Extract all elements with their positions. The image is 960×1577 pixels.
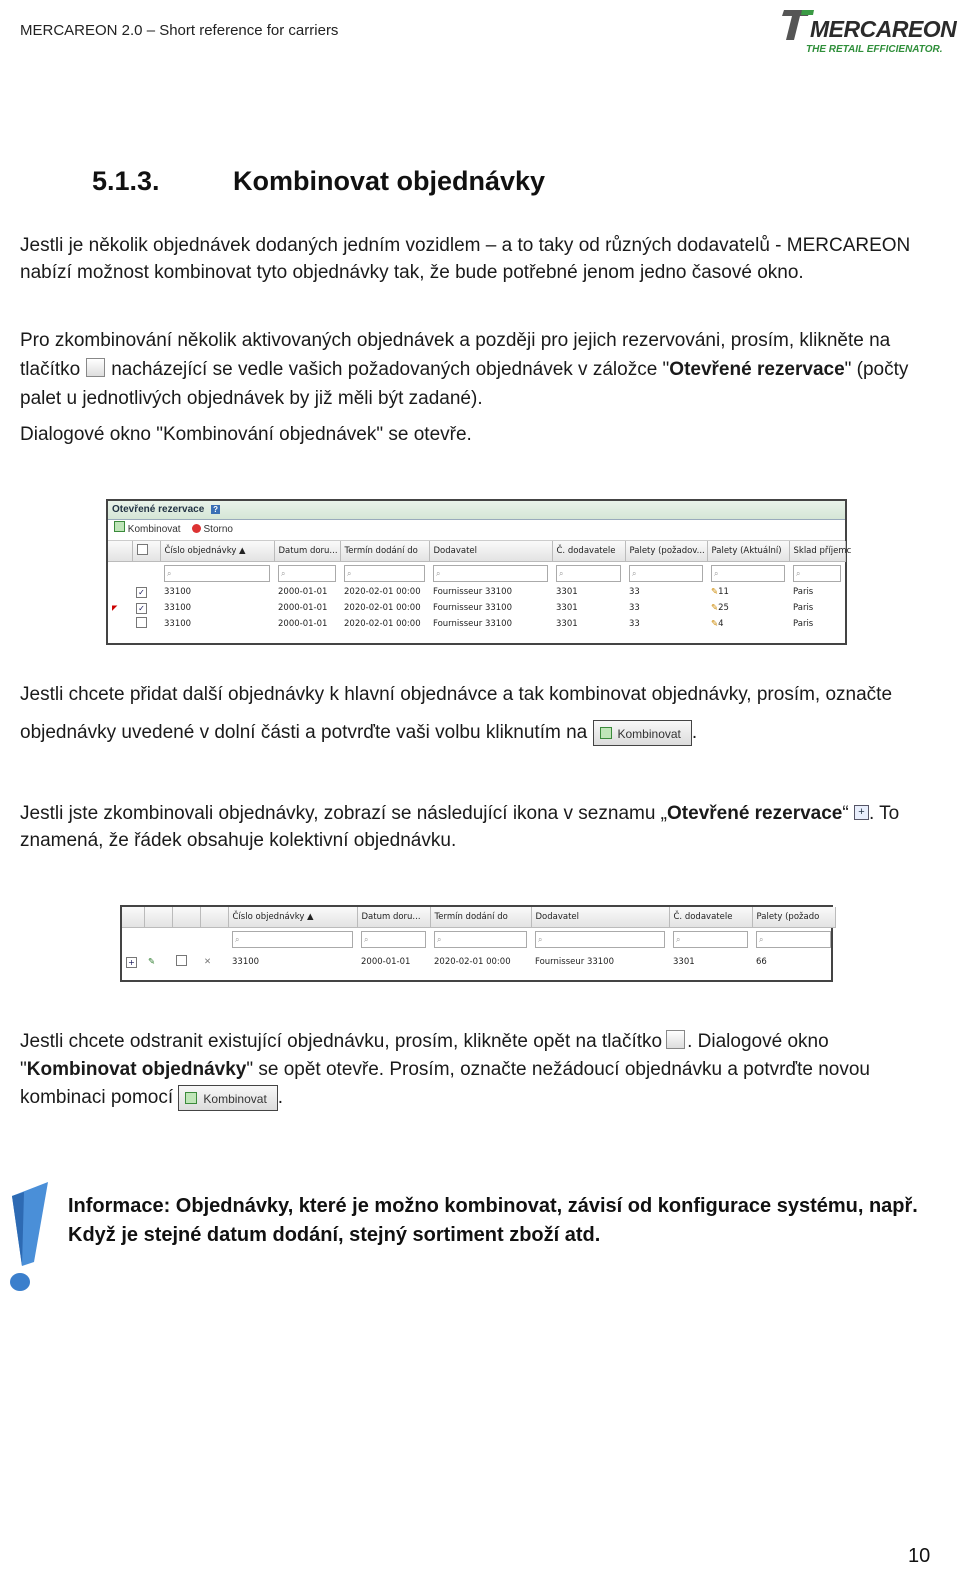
paragraph-remove-order <box>20 1028 940 1112</box>
filter-input[interactable]: ⌕ <box>361 931 426 948</box>
text-fragment: . Dialogové okno " <box>20 1031 829 1080</box>
text-fragment: Jestli jste zkombinovali objednávky, zobrazí se následující ikona v seznamu „ <box>20 803 668 824</box>
filter-input[interactable]: ⌕ <box>344 565 425 582</box>
delivery-date-cell: 2000-01-01 <box>278 603 328 613</box>
filter-input[interactable]: ⌕ <box>793 565 841 582</box>
order-number-cell: 33100 <box>164 587 192 597</box>
grid-filter-row <box>108 562 845 585</box>
column-header[interactable]: Číslo objednávky ▲ <box>228 907 357 928</box>
filter-input[interactable]: ⌕ <box>756 931 831 948</box>
paragraph-intro: Jestli je několik objednávek dodaných jedním vozidlem – a to taky od různých dodavatelů - MERCAREON nabízí možnost kombinovat tyto objednávky tak, že bude potřebné jenom jedno časové okno. <box>20 235 911 283</box>
panel-title-bar <box>108 501 845 520</box>
text-fragment: Jestli chcete odstranit existující objednávku, prosím, klikněte opět na tlačítko <box>20 1031 663 1052</box>
section-title: Kombinovat objednávky <box>233 166 546 196</box>
text-fragment: " se opět otevře. Prosím, označte nežádoucí objednávku a potvrďte novou kombinaci pomocí <box>20 1059 870 1108</box>
document-header-title: MERCAREON 2.0 – Short reference for carriers <box>20 22 339 39</box>
logo-name: MERCAREON <box>810 16 957 42</box>
pallets-actual-cell[interactable] <box>707 584 789 600</box>
paragraph-add-orders <box>20 676 940 752</box>
column-header[interactable]: Termín dodání do <box>430 907 531 928</box>
grid-header-row <box>122 907 835 928</box>
filter-input[interactable]: ⌕ <box>278 565 336 582</box>
delivery-date-cell: 2000-01-01 <box>278 587 328 597</box>
filter-input[interactable]: ⌕ <box>434 931 527 948</box>
paragraph-instructions <box>20 326 940 413</box>
grid-header-blank <box>108 541 132 562</box>
logo-tagline: THE RETAIL EFFICIENATOR. <box>806 44 943 55</box>
panel-title: Otevřené rezervace <box>112 504 205 515</box>
column-header[interactable]: Dodavatel <box>531 907 669 928</box>
text-emphasis: Kombinovat objednávky <box>26 1059 247 1080</box>
warehouse-cell: Paris <box>793 603 814 613</box>
combine-button-label: Kombinovat <box>617 726 681 741</box>
pallets-requested-cell: 33 <box>629 603 640 613</box>
warehouse-cell: Paris <box>793 619 814 629</box>
pallets-actual-value: 25 <box>718 603 729 613</box>
text-emphasis: Otevřené rezervace <box>669 359 845 380</box>
pencil-icon: ✎ <box>711 587 719 597</box>
text-fragment: Jestli chcete přidat další objednávky k hlavní objednávce a tak kombinovat objednávky, prosím, označte objednávky uvedené v dolní části a potvrďte vaši volbu kliknutím na <box>20 684 893 743</box>
due-date-cell: 2020-02-01 00:00 <box>344 603 421 613</box>
dirty-marker-icon: ◤ <box>112 604 118 612</box>
text-emphasis: Otevřené rezervace <box>667 803 843 824</box>
filter-input[interactable]: ⌕ <box>556 565 621 582</box>
pallets-actual-cell[interactable] <box>707 600 789 616</box>
text-fragment: . To znamená, že řádek obsahuje kolektivní objednávku. <box>20 803 900 851</box>
delivery-date-cell: 2000-01-01 <box>278 619 328 629</box>
combine-button-image <box>593 720 692 746</box>
row-checkbox[interactable]: ✓ <box>136 587 147 598</box>
paragraph-dialog-opens: Dialogové okno "Kombinování objednávek" se otevře. <box>20 424 472 445</box>
delivery-date-cell: 2000-01-01 <box>361 957 411 967</box>
edit-icon[interactable]: ✎ <box>148 957 156 967</box>
column-header[interactable]: Datum doru... <box>357 907 430 928</box>
column-header[interactable]: Palety (požadov... <box>625 541 707 562</box>
combine-icon <box>600 727 612 739</box>
warehouse-cell: Paris <box>793 587 814 597</box>
column-header[interactable]: Č. dodavatele <box>669 907 752 928</box>
order-number-cell: 33100 <box>232 957 260 967</box>
expand-plus-icon[interactable]: + <box>126 957 137 968</box>
column-header[interactable]: Termín dodání do <box>340 541 429 562</box>
combine-toolbar-button[interactable] <box>114 524 181 535</box>
table-row[interactable] <box>122 950 835 974</box>
filter-input[interactable]: ⌕ <box>232 931 353 948</box>
select-all-checkbox[interactable] <box>137 544 148 555</box>
orders-grid <box>108 541 852 632</box>
supplier-number-cell: 3301 <box>556 603 578 613</box>
text-fragment: " (počty palet u jednotlivých objednávek by již měli být zadané). <box>20 359 909 409</box>
text-fragment: Pro zkombinování několik aktivovaných objednávek a později pro jejich rezervováni, prosím, klikněte na tlačítko <box>20 330 891 380</box>
supplier-number-cell: 3301 <box>673 957 695 967</box>
pencil-icon: ✎ <box>711 619 719 629</box>
expand-plus-icon: + <box>854 805 869 820</box>
column-header[interactable]: Palety (požado <box>752 907 835 928</box>
combine-button-image <box>178 1085 277 1111</box>
supplier-cell: Fournisseur 33100 <box>535 957 614 967</box>
grid-toolbar <box>108 520 845 541</box>
cancel-icon <box>192 524 201 533</box>
column-header[interactable]: Sklad příjemc <box>789 541 845 562</box>
delete-icon[interactable]: ✕ <box>204 957 212 967</box>
mercareon-logo <box>780 4 957 56</box>
exclamation-icon <box>4 1182 50 1294</box>
combine-button-label: Kombinovat <box>203 1091 267 1106</box>
filter-input[interactable]: ⌕ <box>433 565 548 582</box>
column-header[interactable]: Palety (Aktuální) <box>707 541 789 562</box>
info-note: Informace: Objednávky, které je možno kombinovat, závisí od konfigurace systému, např. Když je stejné datum dodání, stejný sortiment zboží atd. <box>68 1195 918 1246</box>
text-fragment: nacházející se vedle vašich požadovaných objednávek v záložce " <box>111 359 670 380</box>
combine-checkbox-icon <box>666 1030 685 1049</box>
row-checkbox[interactable]: ✓ <box>136 603 147 614</box>
column-header[interactable]: Číslo objednávky ▲ <box>160 541 274 562</box>
filter-input[interactable]: ⌕ <box>535 931 665 948</box>
pallets-actual-value: 4 <box>718 619 724 629</box>
supplier-number-cell: 3301 <box>556 587 578 597</box>
filter-input[interactable]: ⌕ <box>164 565 270 582</box>
table-row[interactable] <box>108 616 845 632</box>
supplier-cell: Fournisseur 33100 <box>433 587 512 597</box>
table-row[interactable] <box>108 600 845 616</box>
pallets-actual-cell[interactable] <box>707 616 789 632</box>
grid-filter-row <box>122 928 835 951</box>
row-checkbox[interactable] <box>176 955 187 966</box>
combine-icon <box>114 521 125 532</box>
order-number-cell: 33100 <box>164 603 192 613</box>
combined-orders-grid <box>122 907 836 974</box>
combine-checkbox-icon <box>86 358 105 377</box>
column-header[interactable]: Dodavatel <box>429 541 552 562</box>
paragraph-combined-icon <box>20 800 940 854</box>
combine-toolbar-label: Kombinovat <box>127 524 181 535</box>
section-number: 5.1.3. <box>92 166 160 196</box>
due-date-cell: 2020-02-01 00:00 <box>434 957 511 967</box>
text-fragment: . <box>691 722 698 743</box>
row-checkbox[interactable] <box>136 617 147 628</box>
supplier-cell: Fournisseur 33100 <box>433 619 512 629</box>
cancel-toolbar-label: Storno <box>203 524 233 535</box>
pallets-requested-cell: 33 <box>629 587 640 597</box>
order-number-cell: 33100 <box>164 619 192 629</box>
grid-header-select <box>132 541 160 562</box>
due-date-cell: 2020-02-01 00:00 <box>344 587 421 597</box>
combine-icon <box>185 1092 197 1104</box>
text-fragment: . <box>277 1087 284 1108</box>
page-number: 10 <box>908 1545 931 1567</box>
screenshot-open-reservations <box>106 499 852 645</box>
filter-input[interactable]: ⌕ <box>711 565 785 582</box>
text-fragment: “ <box>842 803 849 824</box>
supplier-cell: Fournisseur 33100 <box>433 603 512 613</box>
pallets-actual-value: 11 <box>718 587 729 597</box>
grid-header-row <box>108 541 845 562</box>
screenshot-combined-row <box>120 905 833 982</box>
logo-mark-icon <box>780 6 814 42</box>
table-row[interactable] <box>108 584 845 600</box>
filter-input[interactable]: ⌕ <box>629 565 703 582</box>
pallets-requested-cell: 66 <box>756 957 767 967</box>
due-date-cell: 2020-02-01 00:00 <box>344 619 421 629</box>
pallets-requested-cell: 33 <box>629 619 640 629</box>
column-header[interactable]: Datum doru... <box>274 541 340 562</box>
column-header[interactable]: Č. dodavatele <box>552 541 625 562</box>
help-icon: ? <box>211 505 220 514</box>
filter-input[interactable]: ⌕ <box>673 931 748 948</box>
pencil-icon: ✎ <box>711 603 719 613</box>
supplier-number-cell: 3301 <box>556 619 578 629</box>
cancel-toolbar-button[interactable] <box>192 524 233 535</box>
